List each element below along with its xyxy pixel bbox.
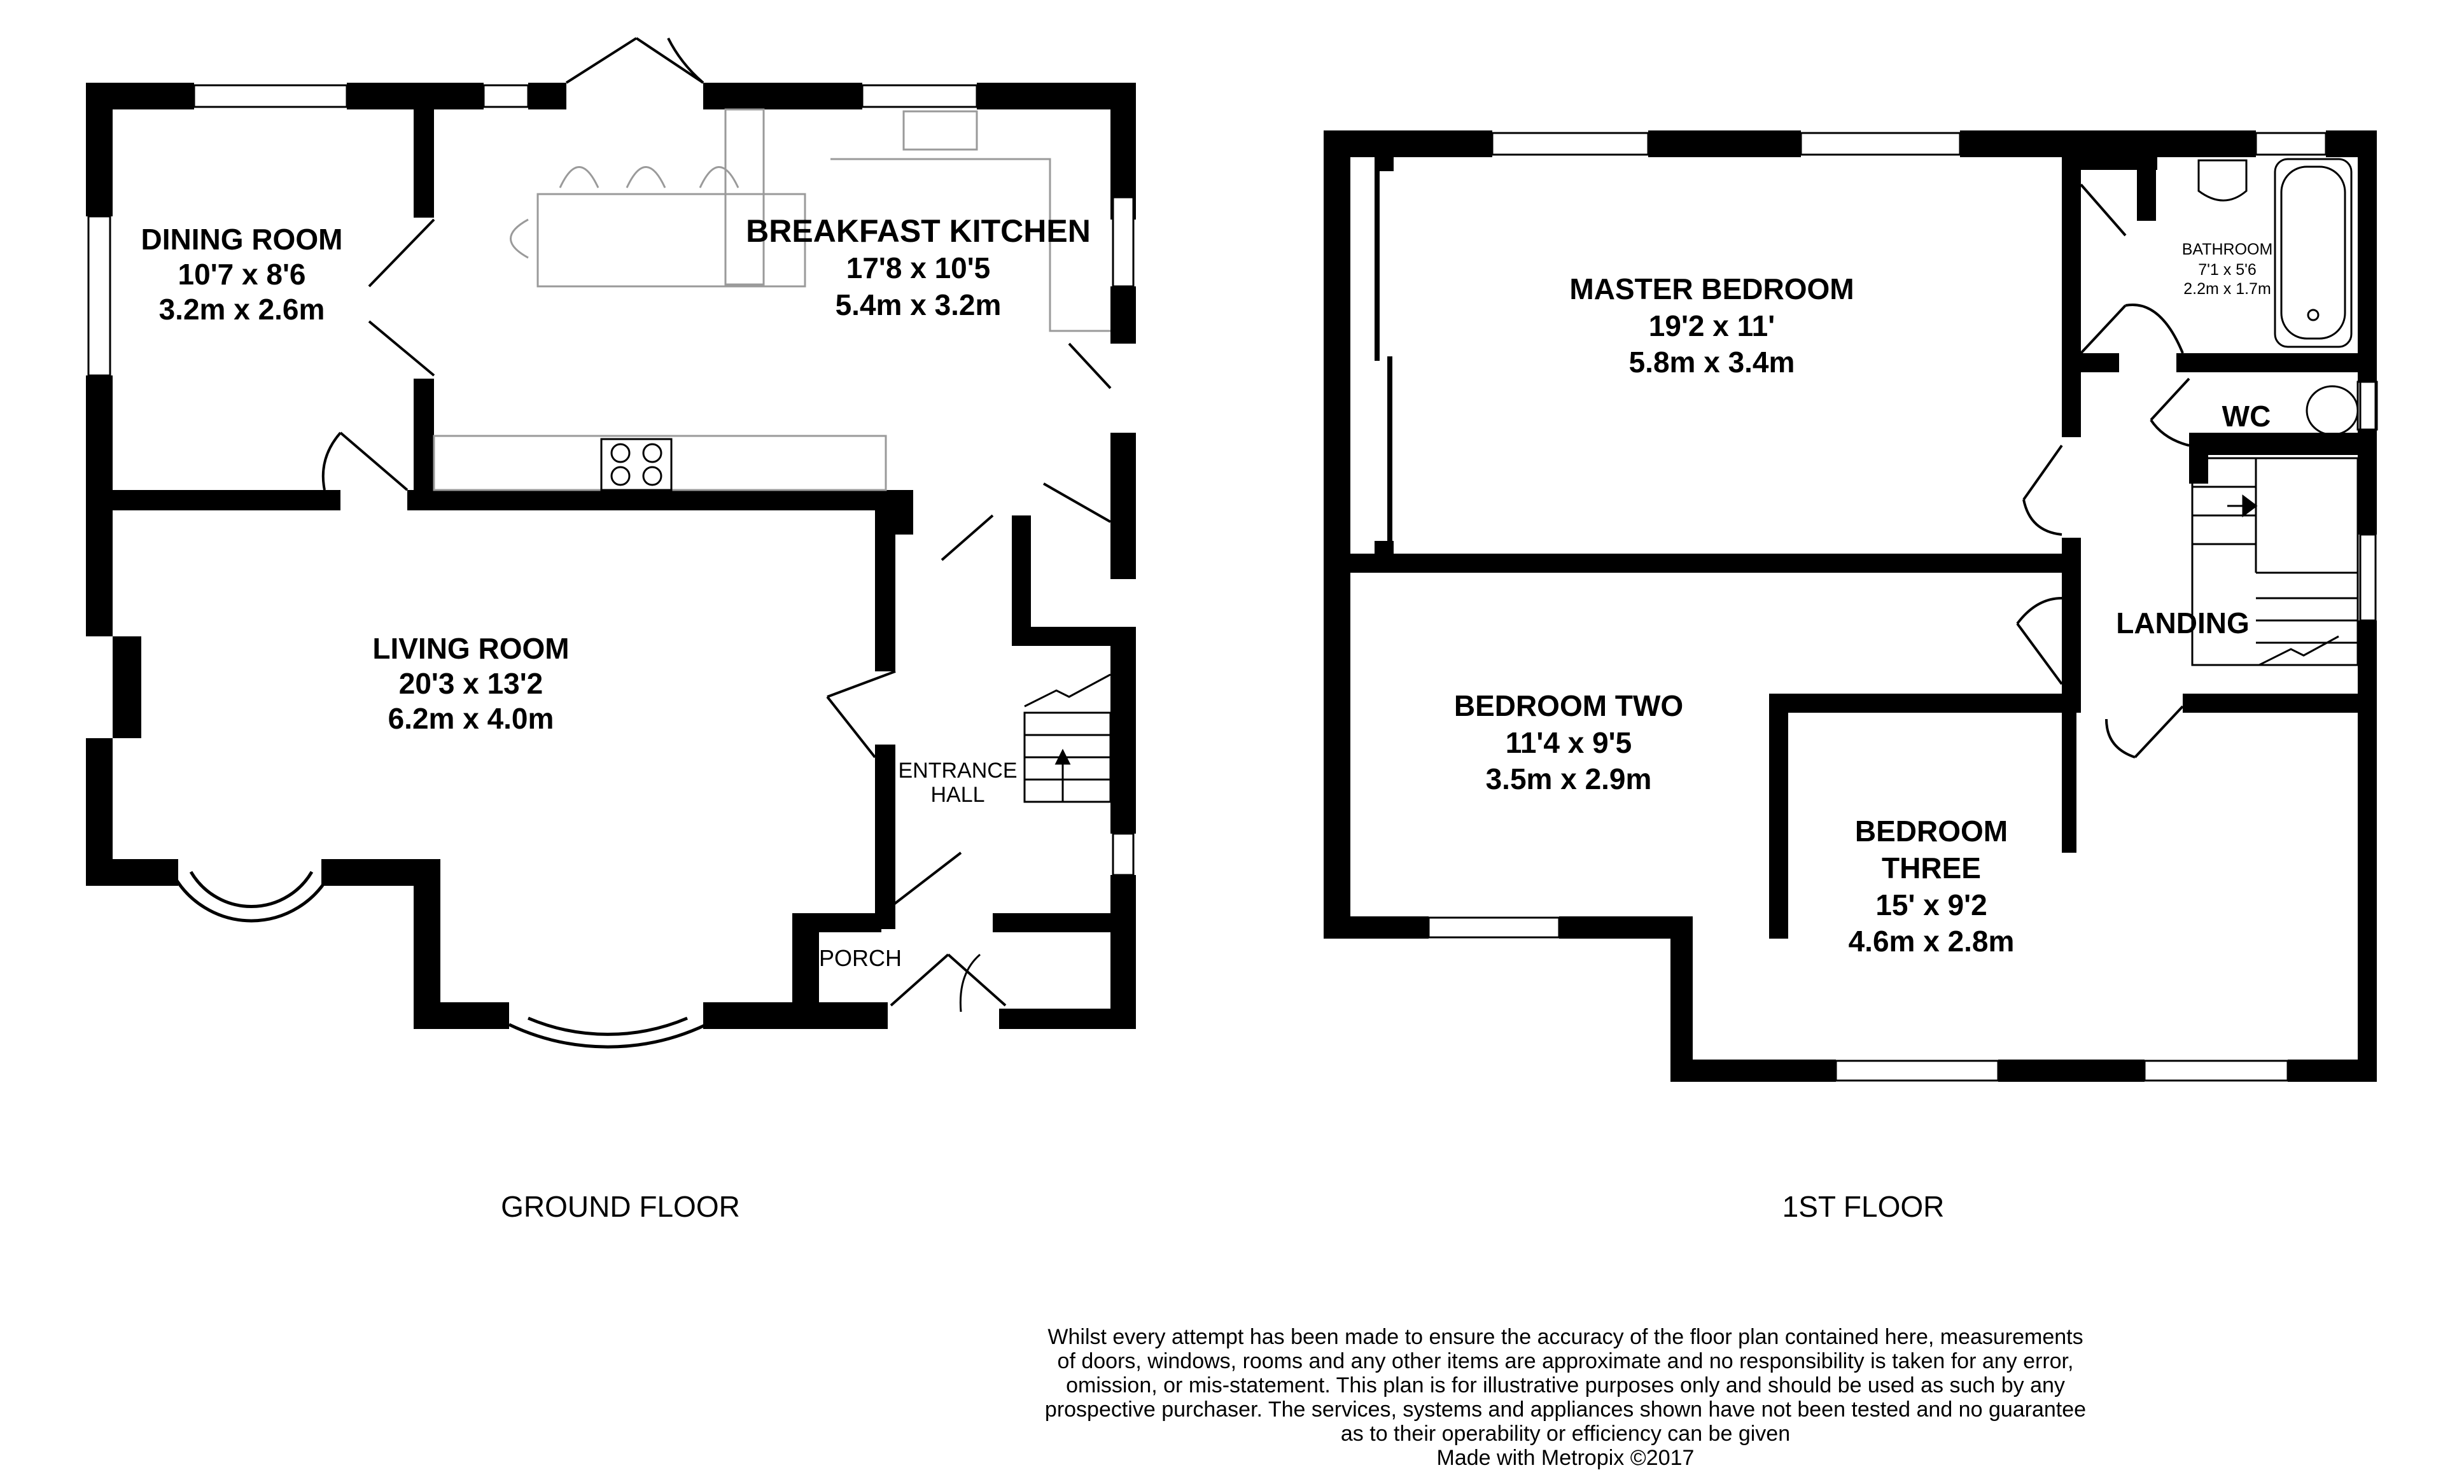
- first-floor-plan: [1324, 130, 2377, 1223]
- ground-floor-labels: [141, 213, 1091, 1223]
- ground-floor-windows: [88, 85, 1133, 875]
- bedroom-three-metric: 4.6m x 2.8m: [1848, 925, 2015, 958]
- kitchen-island-top: [725, 109, 764, 284]
- bedroom-three-name-line2: THREE: [1882, 851, 1981, 885]
- kitchen-hob: [601, 439, 671, 490]
- disclaimer-line: omission, or mis-statement. This plan is for illustrative purposes only and should be used as such by any: [1066, 1373, 2065, 1397]
- disclaimer-line: prospective purchaser. The services, systems and appliances shown have not been tested and no guarantee: [1044, 1397, 2087, 1422]
- landing-name: LANDING: [2116, 606, 2250, 640]
- wc-name: WC: [2222, 400, 2271, 433]
- dining-room-metric: 3.2m x 2.6m: [158, 293, 325, 326]
- hall-stairs: [1025, 675, 1110, 802]
- entrance-hall-name-line2: HALL: [930, 783, 985, 807]
- bedroom-three-name-line1: BEDROOM: [1854, 815, 2008, 848]
- kitchen-sink: [904, 111, 977, 150]
- ground-floor-doors: [323, 38, 1110, 1005]
- living-room-metric: 6.2m x 4.0m: [388, 702, 554, 735]
- toilet: [2307, 386, 2358, 435]
- master-bedroom-name: MASTER BEDROOM: [1569, 272, 1854, 305]
- kitchen-metric: 5.4m x 3.2m: [835, 288, 1002, 321]
- bar-stool: [700, 167, 738, 188]
- kitchen-imperial: 17'8 x 10'5: [846, 251, 991, 284]
- bedroom-two-name: BEDROOM TWO: [1453, 689, 1684, 722]
- bath-tub: [2275, 159, 2351, 347]
- living-room-name: LIVING ROOM: [372, 632, 570, 665]
- ground-floor-caption: GROUND FLOOR: [501, 1190, 740, 1223]
- metropix-credit: Made with Metropix ©2017: [1436, 1446, 1695, 1470]
- bathroom-imperial: 7'1 x 5'6: [2198, 261, 2257, 279]
- bedroom-three-imperial: 15' x 9'2: [1875, 888, 1987, 921]
- bar-stool: [511, 220, 529, 258]
- kitchen-name: BREAKFAST KITCHEN: [746, 213, 1091, 249]
- first-floor-caption: 1ST FLOOR: [1782, 1190, 1945, 1223]
- dining-room-name: DINING ROOM: [141, 223, 343, 256]
- first-floor-fixtures: [2192, 159, 2377, 665]
- basin: [2199, 160, 2246, 200]
- disclaimer: [967, 1325, 2164, 1470]
- bedroom-two-metric: 3.5m x 2.9m: [1485, 762, 1652, 795]
- bar-stool: [560, 167, 598, 188]
- bar-stool: [627, 167, 665, 188]
- living-room-imperial: 20'3 x 13'2: [398, 667, 543, 700]
- first-floor-doors: [2017, 185, 2189, 757]
- disclaimer-line: Whilst every attempt has been made to ensure the accuracy of the floor plan contained here, measurements: [1047, 1325, 2083, 1349]
- dining-room-imperial: 10'7 x 8'6: [178, 258, 306, 291]
- bathroom-metric: 2.2m x 1.7m: [2183, 280, 2271, 298]
- ground-floor-plan: [86, 38, 1136, 1223]
- master-bedroom-imperial: 19'2 x 11': [1648, 309, 1775, 342]
- entrance-hall-name-line1: ENTRANCE: [898, 759, 1018, 783]
- bedroom-two-imperial: 11'4 x 9'5: [1505, 726, 1632, 759]
- bathroom-name: BATHROOM: [2181, 241, 2273, 258]
- disclaimer-line: as to their operability or efficiency can be given: [1340, 1422, 1791, 1446]
- master-bedroom-metric: 5.8m x 3.4m: [1628, 346, 1795, 379]
- porch-name: PORCH: [818, 945, 902, 971]
- disclaimer-line: of doors, windows, rooms and any other items are approximate and no responsibility is taken for any error,: [1057, 1349, 2074, 1373]
